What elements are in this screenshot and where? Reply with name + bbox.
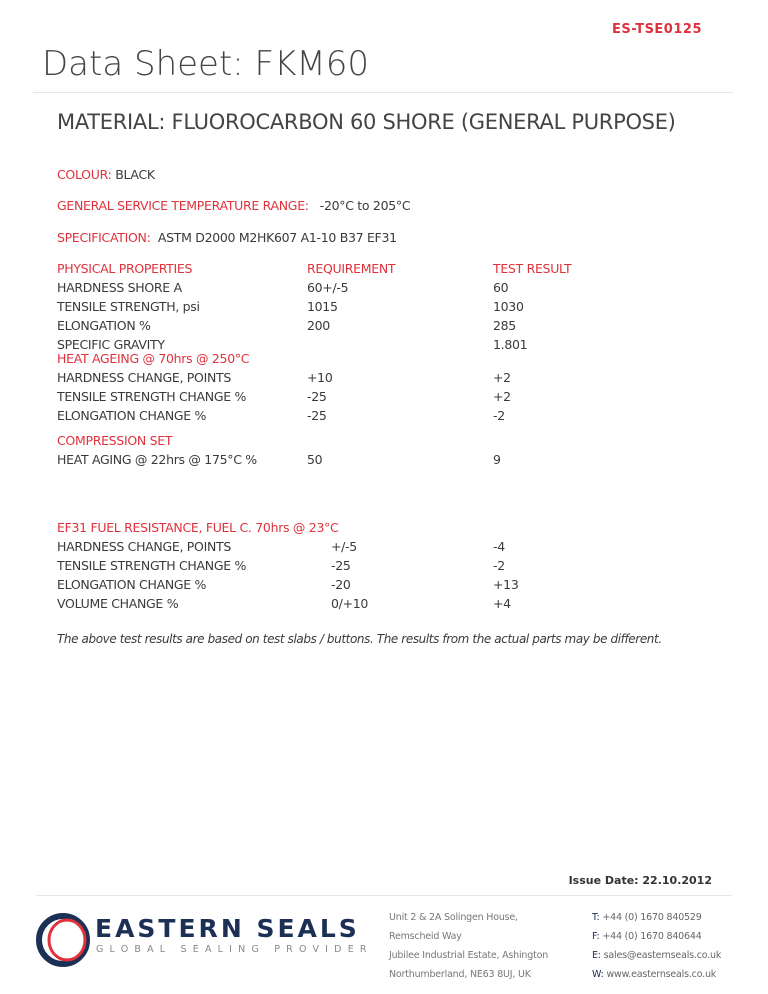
test-result-value: 9 (493, 452, 501, 467)
table-row (57, 575, 707, 594)
table-row (57, 406, 707, 425)
requirement-value: -25 (307, 408, 327, 423)
property-name: TENSILE STRENGTH, psi (57, 299, 200, 314)
requirement-value: 1015 (307, 299, 338, 314)
specification-line (57, 230, 397, 245)
document-code: ES-TSE0125 (611, 22, 702, 37)
requirement-value: -25 (307, 389, 327, 404)
test-result-value: -2 (493, 558, 505, 573)
section-header: HEAT AGEING @ 70hrs @ 250°C (57, 351, 250, 366)
property-name: TENSILE STRENGTH CHANGE % (57, 558, 247, 573)
table-row (57, 297, 707, 316)
test-result-value: +2 (493, 389, 511, 404)
page-title: Data Sheet: FKM60 (42, 44, 370, 84)
property-name: ELONGATION CHANGE % (57, 577, 207, 592)
column-header: PHYSICAL PROPERTIES (57, 261, 193, 276)
column-header: TEST RESULT (493, 261, 572, 276)
contact-line (592, 908, 721, 927)
colour-line (57, 167, 155, 182)
address-line: Unit 2 & 2A Solingen House, (389, 912, 518, 923)
contact-value: +44 (0) 1670 840529 (599, 912, 702, 923)
specification-label: SPECIFICATION: (57, 230, 151, 245)
logo-name: EASTERN SEALS (95, 914, 360, 943)
contact-key: T: (592, 912, 600, 923)
table-row (57, 556, 707, 575)
requirement-value: -25 (331, 558, 351, 573)
colour-label: COLOUR: (57, 167, 112, 182)
table-row (57, 278, 707, 297)
property-name: ELONGATION CHANGE % (57, 408, 207, 423)
contact-key: E: (592, 950, 601, 961)
property-name: HEAT AGING @ 22hrs @ 175°C % (57, 452, 257, 467)
contact-block (592, 908, 721, 984)
physical-header (57, 259, 707, 278)
contact-value: +44 (0) 1670 840644 (599, 931, 702, 942)
property-name: HARDNESS SHORE A (57, 280, 182, 295)
table-row (57, 537, 707, 556)
contact-key: F: (592, 931, 600, 942)
contact-line (592, 927, 721, 946)
contact-key: W: (592, 969, 604, 980)
heat-header (57, 349, 707, 368)
test-result-value: -4 (493, 539, 505, 554)
contact-value: sales@easternseals.co.uk (600, 950, 722, 961)
property-name: HARDNESS CHANGE, POINTS (57, 539, 231, 554)
logo-tagline: GLOBAL SEALING PROVIDER (96, 944, 373, 955)
section-header: EF31 FUEL RESISTANCE, FUEL C. 70hrs @ 23°C (57, 520, 339, 535)
temperature-value: -20°C to 205°C (319, 198, 411, 213)
property-name: HARDNESS CHANGE, POINTS (57, 370, 231, 385)
contact-line (592, 946, 721, 965)
test-result-value: 60 (493, 280, 509, 295)
divider (33, 92, 733, 93)
test-result-value: +4 (493, 596, 511, 611)
disclaimer-note: The above test results are based on test slabs / buttons. The results from the actual parts may be different. (57, 632, 662, 646)
requirement-value: 0/+10 (331, 596, 369, 611)
footer-divider (36, 895, 732, 896)
table-row (57, 368, 707, 387)
specification-value: ASTM D2000 M2HK607 A1-10 B37 EF31 (157, 230, 397, 245)
test-result-value: +2 (493, 370, 511, 385)
eastern-seals-logo (36, 910, 373, 970)
contact-value: www.easternseals.co.uk (603, 969, 717, 980)
column-header: REQUIREMENT (307, 261, 396, 276)
requirement-value: -20 (331, 577, 351, 592)
requirement-value: +10 (307, 370, 333, 385)
address-line: Northumberland, NE63 8UJ, UK (389, 969, 531, 980)
requirement-value: +/-5 (331, 539, 357, 554)
test-result-value: 285 (493, 318, 516, 333)
table-row (57, 316, 707, 335)
test-result-value: 1.801 (493, 337, 528, 352)
requirement-value: 200 (307, 318, 330, 333)
compression-header (57, 431, 707, 450)
address-line: Jubilee Industrial Estate, Ashington (389, 950, 549, 961)
contact-line (592, 965, 721, 984)
test-result-value: -2 (493, 408, 505, 423)
address-block (389, 908, 548, 984)
requirement-value: 50 (307, 452, 323, 467)
material-heading: MATERIAL: FLUOROCARBON 60 SHORE (GENERAL PURPOSE) (57, 110, 676, 134)
requirement-value: 60+/-5 (307, 280, 349, 295)
section-header: COMPRESSION SET (57, 433, 173, 448)
property-name: TENSILE STRENGTH CHANGE % (57, 389, 247, 404)
property-name: ELONGATION % (57, 318, 151, 333)
address-line: Remscheid Way (389, 931, 462, 942)
issue-date: Issue Date: 22.10.2012 (568, 874, 712, 887)
test-result-value: 1030 (493, 299, 524, 314)
seal-ring-icon (36, 910, 96, 970)
test-result-value: +13 (493, 577, 519, 592)
table-row (57, 450, 707, 469)
table-row (57, 387, 707, 406)
temperature-label: GENERAL SERVICE TEMPERATURE RANGE: (57, 198, 309, 213)
table-row (57, 594, 707, 613)
temperature-line (57, 198, 410, 213)
property-name: VOLUME CHANGE % (57, 596, 179, 611)
fuel-header (57, 518, 707, 537)
colour-value: BLACK (115, 167, 155, 182)
property-name: SPECIFIC GRAVITY (57, 337, 165, 352)
